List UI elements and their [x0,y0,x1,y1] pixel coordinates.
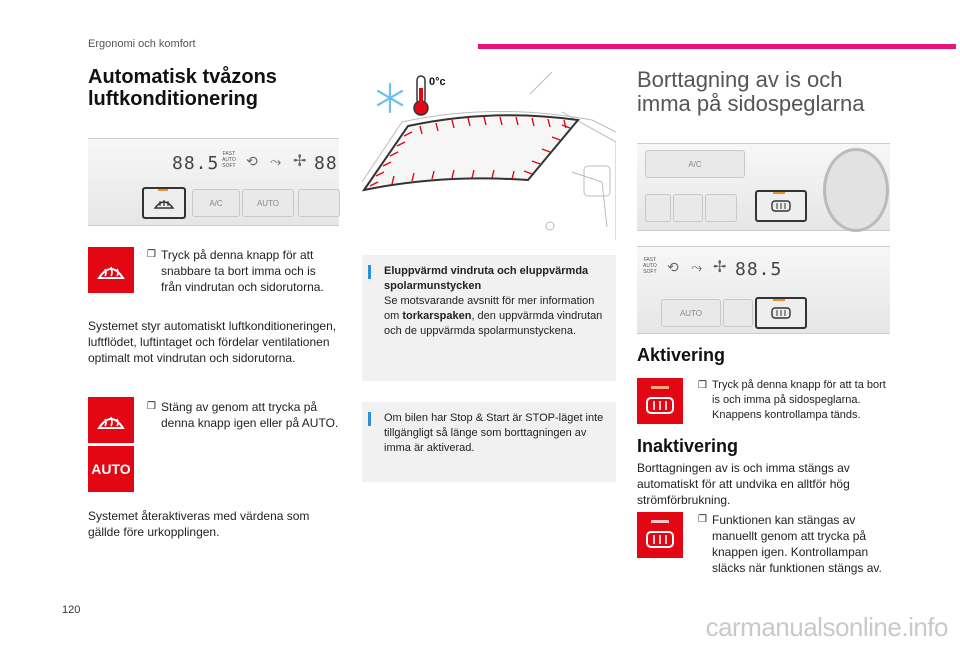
bullet-marker: ❒ [698,514,707,525]
left-paragraph-1: Systemet styr automatiskt luftkonditioneringen, luftflödet, luftintaget och fördelar ventilationen optimalt mot vindrutan och sidorutorna. [88,319,337,365]
soft-label: SOFT [222,163,236,169]
fast-auto-soft [222,151,236,169]
info-text-post: , den uppvärmda vindrutan och de uppvärmda spolarmunstyckena. [384,310,603,337]
defrost-icon-box [88,247,134,293]
mirror-defrost-off-box [637,512,683,558]
lcd-temp-left: 88.5 [172,153,220,174]
lcd-temp: 88.5 [735,259,783,280]
auto-label: AUTO [222,157,236,163]
fast-label: FAST [643,257,657,263]
right-title-line1: Borttagning av is och [637,67,843,92]
soft-label: SOFT [643,269,657,275]
info-box-1 [362,255,616,381]
left-bullet-1-text: Tryck på denna knapp för att snabbare ta bort imma och is från vindrutan och sidorutorna. [161,248,324,294]
section-header: Ergonomi och komfort [88,38,196,50]
airflow-button[interactable] [645,194,671,222]
info-text-bold: torkarspaken [402,310,472,322]
led-on-icon [651,386,669,389]
activation-bullet-text: Tryck på denna knapp för att ta bort is och imma på sidospeglarna. Knappens kontrollampa tänds. [712,379,886,421]
deactivation-text: Borttagningen av is och imma stängs av automatiskt för att undvika en alltför hög strömförbrukning. [637,461,850,507]
info-box-2 [362,402,616,482]
left-bullet-2-text: Stäng av genom att trycka på denna knapp igen eller på AUTO. [161,400,339,430]
windshield-defrost-icon [153,195,175,211]
left-title [88,66,277,110]
rear-defrost-icon [645,396,675,416]
mirror-defrost-button[interactable] [755,297,807,329]
rear-defrost-icon [770,199,792,213]
page-number: 120 [62,604,81,616]
left-bullet-2 [147,399,339,431]
airflow-feet-button[interactable] [705,194,737,222]
recirc-icon: ⟲ [667,259,679,275]
fan-icon: ✢ [713,259,727,276]
info-icon [368,412,371,426]
mirror-defrost-led [773,192,785,194]
ac-button[interactable]: A/C [645,150,745,178]
temperature-label: 0°c [429,76,446,88]
rotary-knob[interactable] [823,148,889,232]
deactivation-title: Inaktivering [637,436,739,456]
info-box-2-text: Om bilen har Stop & Start är STOP-läget inte tillgängligt så länge som borttagningen av imma är aktiverad. [384,412,604,454]
section-accent-bar [478,44,956,49]
mirror-defrost-led [773,299,785,301]
climate-panel-left [88,138,339,226]
windshield-defrost-icon [96,408,126,432]
airflow-icon: ⤳ [270,153,282,169]
activation-title: Aktivering [637,345,726,365]
defrost-led [158,189,168,191]
bullet-marker: ❒ [698,380,707,391]
auto-button[interactable]: AUTO [661,299,721,327]
auto-label: AUTO [643,263,657,269]
thermometer-icon [414,76,428,115]
left-title-line2: luftkonditionering [88,88,258,110]
left-title-line1: Automatisk tvåzons [88,66,277,88]
deactivation-bullet-text: Funktionen kan stängas av manuellt genom att trycka på knappen igen. Kontrollampan släcks när funktionen stängs av. [712,513,882,575]
rear-defrost-icon [645,530,675,550]
left-bullet-1 [147,247,339,295]
mirror-defrost-button[interactable] [755,190,807,222]
fast-label: FAST [222,151,236,157]
info-text-pre: Se motsvarande avsnitt för mer information om [384,295,595,322]
info-icon [368,265,371,279]
snowflake-icon [378,84,402,112]
climate-panel-right-1 [637,143,890,231]
fan-icon: ✢ [293,153,307,170]
airflow-icon: ⤳ [691,259,703,275]
airflow-face-button[interactable] [673,194,703,222]
lcd-temp-right: 88 [314,153,338,174]
climate-panel-right-2 [637,246,890,334]
info-box-1-title: Eluppvärmd vindruta och eluppvärmda spolarmunstycken [384,265,589,292]
blank-button[interactable] [723,299,753,327]
windshield-illustration [362,62,616,242]
info-box-1-text [384,294,610,339]
led-off-icon [651,520,669,523]
auto-button[interactable]: AUTO [242,189,294,217]
activation-bullet [698,378,893,423]
right-title [637,68,864,116]
defrost-icon-box-2 [88,397,134,443]
bullet-marker: ❒ [147,249,156,260]
recirc-icon: ⟲ [246,153,258,169]
fast-auto-soft [643,257,657,275]
mirror-defrost-on-box [637,378,683,424]
auto-icon-box: AUTO [88,446,134,492]
left-paragraph-2: Systemet återaktiveras med värdena som gällde före urkopplingen. [88,509,310,539]
blank-button[interactable] [298,189,340,217]
right-title-line2: imma på sidospeglarna [637,91,865,116]
rear-defrost-icon [770,306,792,320]
info-box-1-content [384,264,610,339]
windshield-image [362,62,616,242]
defrost-button[interactable] [142,187,186,219]
deactivation-bullet [698,512,893,576]
windshield-defrost-icon [96,258,126,282]
bullet-marker: ❒ [147,401,156,412]
ac-button[interactable]: A/C [192,189,240,217]
watermark: carmanualsonline.info [705,612,948,642]
